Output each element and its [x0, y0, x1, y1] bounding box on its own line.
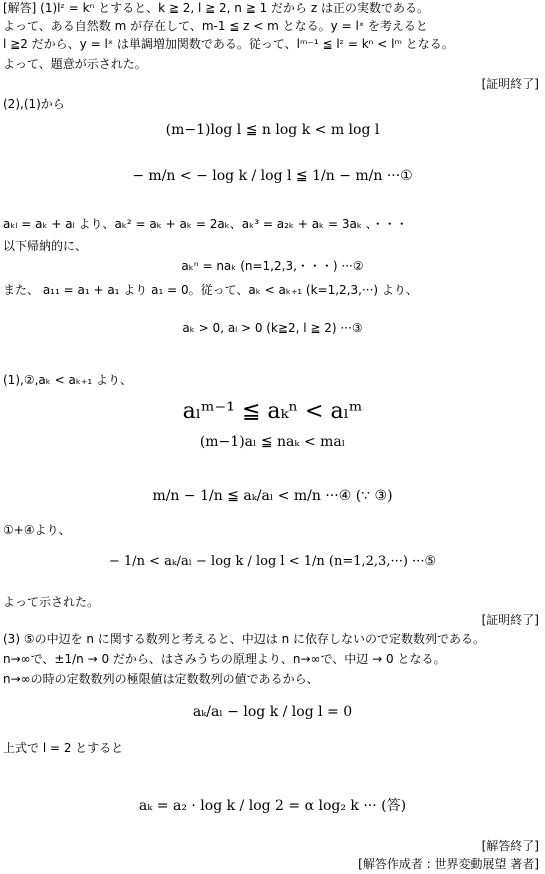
equation-4: aₖ > 0, aₗ > 0 (k≧2, l ≧ 2) ···③ — [182, 321, 363, 335]
answer-line-10: ①+④より、 — [3, 523, 71, 537]
answer-line-1: [解答] (1)lᶻ = kⁿ とすると、k ≧ 2, l ≧ 2, n ≧ 1 だから z は正の実数である。 — [3, 1, 429, 15]
equation-2: − m/n < − log k / log l ≦ 1/n − m/n ···① — [132, 168, 413, 184]
answer-line-2: よって、ある自然数 m が存在して、m-1 ≦ z < m となる。y = lˣ を考えると — [3, 19, 428, 33]
answer-line-13: n→∞で、±1/n → 0 だから、はさみうちの原理より、n→∞で、中辺 → 0 となる。 — [3, 652, 446, 666]
equation-10: aₖ = a₂ · log k / log 2 = α log₂ k ··· (答) — [138, 798, 407, 814]
answer-line-11: よって示された。 — [3, 595, 100, 609]
answer-line-4: よって、題意が示された。 — [3, 57, 147, 71]
section-2-heading: (2),(1)から — [3, 97, 65, 111]
answer-line-8: また、 a₁₁ = a₁ + a₁ より a₁ = 0。従って、aₖ < aₖ₊₁ (k=1,2,3,···) より、 — [3, 283, 418, 297]
equation-5: aₗᵐ⁻¹ ≦ aₖⁿ < aₗᵐ — [182, 399, 363, 424]
proof-end-1: [証明終了] — [481, 77, 539, 91]
equation-8: − 1/n < aₖ/aₗ − log k / log l < 1/n (n=1,2,3,···) ···⑤ — [108, 554, 437, 569]
answer-line-14: n→∞の時の定数数列の極限値は定数数列の値であるから、 — [3, 672, 319, 686]
answer-line-12: (3) ⑤の中辺を n に関する数列と考えると、中辺は n に依存しないので定数数列である。 — [3, 632, 486, 646]
equation-9: aₖ/aₗ − log k / log l = 0 — [192, 704, 353, 720]
answer-line-7: 以下帰納的に、 — [3, 239, 88, 253]
answer-line-3: l ≧2 だから、y = lˣ は単調増加関数である。従って、lᵐ⁻¹ ≦ lᶻ = kⁿ < lᵐ となる。 — [3, 37, 454, 51]
equation-3: aₖⁿ = naₖ (n=1,2,3,・・・) ···② — [181, 259, 364, 273]
answer-line-15: 上式で l = 2 とすると — [3, 741, 124, 755]
answer-end: [解答終了] — [481, 839, 539, 853]
equation-7: m/n − 1/n ≦ aₖ/aₗ < m/n ···④ (∵ ③) — [152, 488, 393, 504]
answer-line-9: (1),②,aₖ < aₖ₊₁ より、 — [3, 373, 132, 387]
author-credit: [解答作成者 : 世界変動展望 著者] — [358, 857, 539, 871]
equation-1: (m−1)log l ≦ n log k < m log l — [165, 122, 380, 138]
answer-line-6: aₖₗ = aₖ + aₗ より、aₖ² = aₖ + aₖ = 2aₖ、aₖ³ = a₂ₖ + aₖ = 3aₖ 、・・・ — [3, 217, 408, 231]
proof-end-2: [証明終了] — [481, 613, 539, 627]
equation-6: (m−1)aₗ ≦ naₖ < maₗ — [199, 434, 346, 450]
